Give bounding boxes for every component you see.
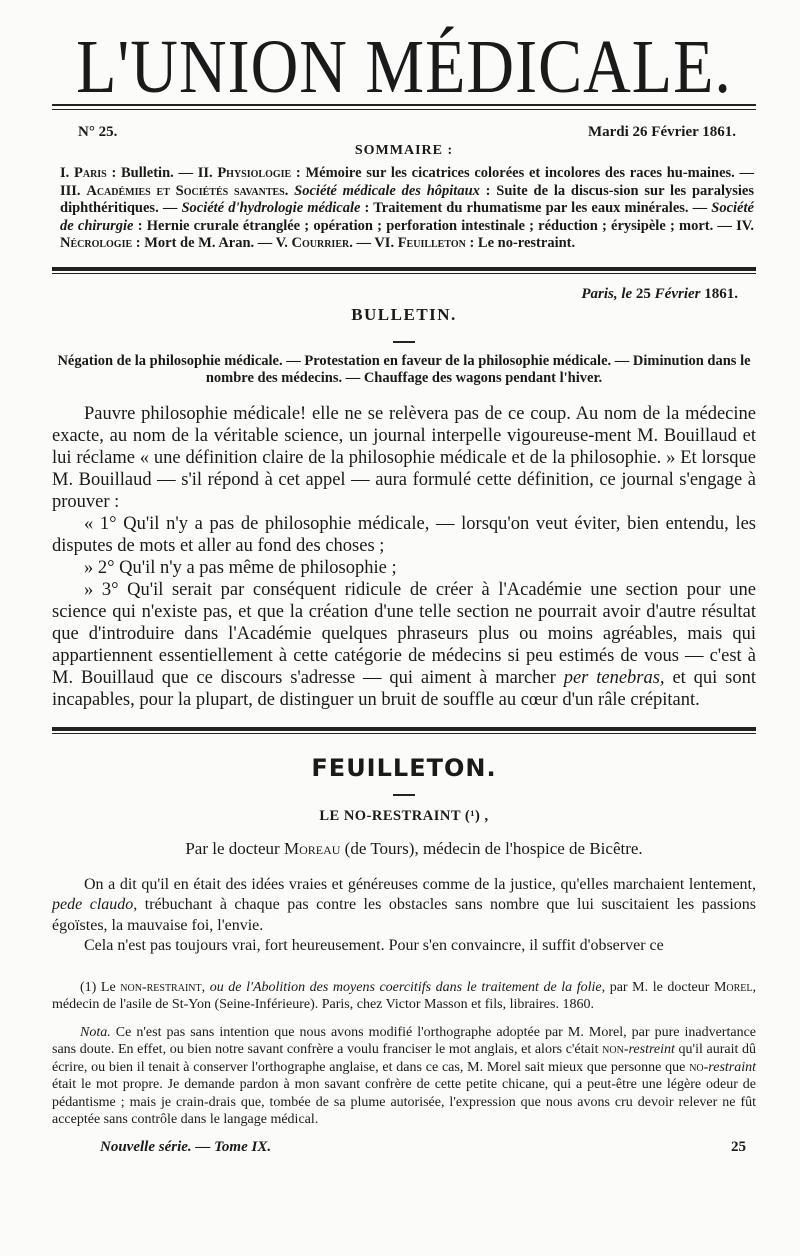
issue-line xyxy=(52,124,756,141)
sommaire-part: : Bulletin. — II. xyxy=(106,165,218,181)
short-divider xyxy=(393,794,415,796)
bulletin-summary: Négation de la philosophie médicale. — Protestation en faveur de la philosophie médicale. — Diminution dans le nombre des médecins. — Chauffage des wagons pendant l'hiver. xyxy=(57,352,751,386)
bulletin-paragraph: « 1° Qu'il n'y a pas de philosophie médicale, — lorsqu'on veut éviter, bien entendu, les disputes de mots et aller au fond des choses ; xyxy=(52,513,756,556)
sommaire-part: Académies et Sociétés savantes xyxy=(86,182,285,199)
series-label: Nouvelle série. — Tome IX. xyxy=(100,1138,272,1155)
page-footer xyxy=(52,1139,756,1156)
sommaire-part: . — VI. xyxy=(349,235,398,251)
sommaire-part: Nécrologie xyxy=(60,235,133,251)
bulletin-paragraph: » 3° Qu'il serait par conséquent ridicule de créer à l'Académie une section pour une science qui n'existe pas, et que la création d'une telle section ne pourrait avoir d'autre résultat que d'introduire dans l'Académie quelques phraseurs plus ou moins agréables, mais qui appartiennent essentiellement à cette catégorie de médecins si peu estimés de vous — c'est à M. Bouillaud que ce discours s'adresse — qui aiment à marcher per tenebras, et qui sont incapables, pour la plupart, de distinguer un bruit de souffle au cœur d'un râle crépitant. xyxy=(52,579,757,710)
sommaire-title: SOMMAIRE : xyxy=(354,143,454,158)
nota-note: Nota. Ce n'est pas sans intention que nous avons modifié l'orthographe adoptée par M. Morel, par pure inadvertance sans doute. En effet, ou bien notre savant confrère a voulu franciser le mot anglais, et alors c'était non-restreint qu'il aurait dû écrire, ou bien il tenait à conserver l'orthographe anglaise, et dans ce cas, M. Morel sait mieux que personne que no-restraint était le mot propre. Je demande pardon à mon savant confrère de cette petite chicane, qui a peut-être une légère odeur de pédantisme ; mais je crain-drais que, tombée de sa plume autorisée, l'expression que nous avons cru devoir relever ne fût acceptée sans contrôle dans le langage médical. xyxy=(52,1024,757,1127)
sommaire-part: Société médicale des hôpitaux xyxy=(294,182,480,199)
sommaire-part: : Hernie crurale étranglée ; opération ; perforation intestinale ; réduction ; érysipèle ; mort. — IV. xyxy=(133,217,755,234)
sommaire-part: : Mort de M. Aran. — V. xyxy=(132,235,292,251)
sommaire-part: Physiologie xyxy=(217,165,292,181)
feuilleton-paragraph: On a dit qu'il en était des idées vraies et généreuses comme de la justice, qu'elles marchaient lentement, pede claudo, trébuchant à chaque pas contre les obstacles sans nombre que lui suscitaient les passions égoïstes, la mauvaise foi, l'envie. xyxy=(52,875,757,934)
section-rule xyxy=(52,267,756,274)
sommaire-part: Courrier xyxy=(291,235,350,251)
issue-date: Mardi 26 Février 1861. xyxy=(587,124,736,140)
footnote-1: (1) Le non-restraint, ou de l'Abolition des moyens coercitifs dans le traitement de la folie, par M. le docteur Morel, médecin de l'asile de St-Yon (Seine-Inférieure). Paris, chez Victor Masson et fils, libraires. 1860. xyxy=(52,979,757,1012)
sommaire-part: . xyxy=(284,182,295,199)
section-rule xyxy=(52,727,756,734)
feuilleton-author: Par le docteur Moreau (de Tours), médecin de l'hospice de Bicêtre. xyxy=(185,838,643,858)
sommaire-part: : Mémoire sur les cicatrices colorées et incolores des races hu-maines. — III. xyxy=(60,165,754,199)
footnotes xyxy=(52,979,756,1129)
sommaire-part: Société d'hydrologie médicale xyxy=(181,200,361,216)
sommaire-part: : Suite de la discus-sion sur les paralysies diphthéritiques. — xyxy=(60,182,754,216)
sommaire-part: Société de chirurgie xyxy=(60,200,754,234)
short-divider xyxy=(393,341,415,343)
bulletin-paragraph: » 2° Qu'il n'y a pas même de philosophie ; xyxy=(84,557,397,578)
bulletin-title: BULLETIN. xyxy=(351,304,457,324)
feuilleton-subtitle: LE NO-RESTRAINT (¹) , xyxy=(319,807,489,824)
feuilleton-body xyxy=(52,875,756,957)
bulletin-paragraph: Pauvre philosophie médicale! elle ne se relèvera pas de ce coup. Au nom de la médecine exacte, au nom de la véritable science, un journal interpelle vigoureuse-ment M. Bouillaud et lui réclame « une définition claire de la philosophie médicale et de la philosophie. » Et lorsque M. Bouillaud — s'il répond à cet appel — aura formulé cette définition, ce journal s'engage à prouver : xyxy=(52,403,756,512)
sommaire-part: : Le no-restraint. xyxy=(465,235,576,251)
bulletin-body xyxy=(52,403,756,711)
sommaire-part: Paris xyxy=(73,165,107,181)
issue-number: N° 25. xyxy=(78,124,118,140)
feuilleton-title: FEUILLETON. xyxy=(311,753,497,782)
sommaire-part: : Traitement du rhumatisme par les eaux minérales. — xyxy=(360,200,712,216)
feuilleton-paragraph: Cela n'est pas toujours vrai, fort heureusement. Pour s'en convaincre, il suffit d'observer ce xyxy=(84,937,664,954)
masthead-title: L'UNION MÉDICALE. xyxy=(76,25,732,110)
sommaire-part: I. xyxy=(60,165,74,181)
latin-phrase: per tenebras, xyxy=(563,667,665,688)
sommaire-part: Feuilleton xyxy=(397,235,466,251)
page-number: 25 xyxy=(731,1138,746,1155)
sommaire-text xyxy=(52,165,756,253)
bulletin-date: Paris, le 25 Février 1861. xyxy=(581,285,738,302)
